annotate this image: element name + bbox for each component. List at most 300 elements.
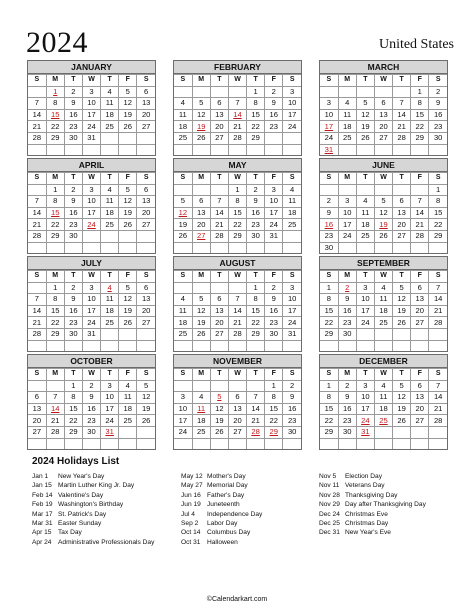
day-cell: 9 [247,196,265,208]
day-cell: 6 [28,392,46,404]
day-cell: 8 [247,294,265,306]
week-row [320,230,447,242]
day-cell: 19 [174,219,192,231]
day-cell: 11 [338,109,356,121]
day-cell: 9 [82,392,100,404]
day-cell: 31 [283,328,301,340]
day-cell: 13 [228,403,246,415]
day-cell: 26 [210,426,228,438]
day-cell: 5 [137,380,155,392]
week-row [28,340,155,351]
month-name: APRIL [28,159,155,172]
day-cell: 11 [356,207,374,219]
day-cell: 28 [429,317,447,329]
month-name: JULY [28,257,155,270]
day-cell [137,426,155,438]
day-cell: 7 [247,392,265,404]
day-cell: 31 [82,132,100,144]
day-cell: 11 [283,196,301,208]
day-cell: 6 [228,392,246,404]
day-cell: 13 [374,109,392,121]
week-row [28,415,155,427]
holiday-name: Washington's Birthday [58,501,124,509]
day-cell [356,184,374,196]
month-june [319,158,448,254]
day-cell: 17 [338,219,356,231]
day-cell: 2 [429,86,447,98]
day-cell: 3 [356,380,374,392]
weekday-header: F [411,75,429,87]
day-cell: 9 [429,98,447,110]
day-cell: 30 [320,242,338,253]
week-row [28,380,155,392]
week-row [174,392,301,404]
day-cell: 27 [210,328,228,340]
day-cell: 11 [374,392,392,404]
weekday-header: M [192,173,210,185]
day-cell: 25 [174,328,192,340]
day-cell: 10 [82,196,100,208]
week-row [28,219,155,231]
day-cell [137,230,155,242]
day-cell: 5 [393,380,411,392]
day-cell [101,438,119,449]
day-cell [228,144,246,155]
day-cell: 1 [247,86,265,98]
day-cell: 21 [247,415,265,427]
holiday-day-cell: 1 [46,86,64,98]
day-cell: 3 [174,392,192,404]
day-cell [411,184,429,196]
week-row [174,340,301,351]
day-cell [174,184,192,196]
week-row [320,219,447,231]
day-cell: 26 [192,132,210,144]
week-row [174,438,301,449]
day-cell [228,340,246,351]
day-cell: 28 [210,230,228,242]
day-cell: 27 [374,132,392,144]
day-cell: 19 [137,403,155,415]
holiday-item [32,481,154,490]
month-july [27,256,156,352]
day-cell [82,144,100,155]
holiday-name: Veterans Day [345,482,385,490]
holidays-title: 2024 Holidays List [32,456,120,467]
day-cell: 16 [338,305,356,317]
weekday-header: S [28,173,46,185]
day-cell: 18 [338,121,356,133]
day-cell [265,340,283,351]
weekday-header: S [283,271,301,283]
weekday-header: T [64,75,82,87]
day-cell: 5 [192,294,210,306]
day-cell: 28 [411,230,429,242]
day-cell [46,144,64,155]
weekday-header: F [119,173,137,185]
day-cell: 16 [64,305,82,317]
week-row [320,317,447,329]
day-cell [411,328,429,340]
week-row [174,294,301,306]
day-cell [174,144,192,155]
day-cell: 13 [137,196,155,208]
week-row [174,121,301,133]
day-cell: 9 [338,392,356,404]
week-row [320,132,447,144]
day-cell [192,184,210,196]
weekday-header: W [82,271,100,283]
day-cell [393,426,411,438]
week-row [174,132,301,144]
day-cell [374,184,392,196]
day-cell: 23 [64,121,82,133]
day-cell: 24 [338,230,356,242]
weekday-header: F [411,173,429,185]
day-cell [64,340,82,351]
holiday-date: Mar 17 [32,510,53,518]
holiday-name: New Year's Day [58,473,105,480]
day-cell [101,144,119,155]
day-cell: 8 [247,98,265,110]
day-cell: 20 [28,415,46,427]
day-cell: 21 [210,219,228,231]
day-cell: 16 [265,109,283,121]
day-cell: 8 [46,98,64,110]
day-cell [338,242,356,253]
day-cell: 7 [210,196,228,208]
week-row [320,380,447,392]
week-row [174,426,301,438]
day-cell: 29 [320,426,338,438]
day-cell: 23 [64,219,82,231]
week-row [28,196,155,208]
day-cell: 18 [374,305,392,317]
day-cell: 20 [137,109,155,121]
day-cell: 21 [393,121,411,133]
day-cell: 24 [356,317,374,329]
weekday-header: W [374,173,392,185]
day-cell: 24 [101,415,119,427]
week-row [174,317,301,329]
day-cell: 5 [119,184,137,196]
day-cell [374,426,392,438]
day-cell: 20 [137,305,155,317]
weekday-header: T [393,369,411,381]
day-cell: 2 [265,282,283,294]
holiday-date: Nov 29 [319,501,340,509]
day-cell [429,340,447,351]
week-row [28,132,155,144]
day-cell: 30 [429,132,447,144]
weekday-header: S [174,271,192,283]
day-cell: 8 [265,392,283,404]
holiday-name: Juneteenth [207,501,240,509]
day-cell [64,144,82,155]
day-cell: 1 [46,184,64,196]
day-cell: 9 [64,294,82,306]
day-cell: 21 [429,305,447,317]
day-cell: 20 [210,121,228,133]
day-cell: 12 [137,392,155,404]
week-row [174,184,301,196]
day-cell [265,438,283,449]
day-cell: 25 [374,317,392,329]
week-row [320,121,447,133]
day-cell: 16 [82,403,100,415]
day-cell: 9 [283,392,301,404]
day-cell [192,438,210,449]
day-cell: 13 [137,294,155,306]
holiday-date: Sep 2 [181,520,199,528]
day-cell: 27 [137,219,155,231]
day-cell: 12 [192,305,210,317]
weekday-header: T [393,173,411,185]
weekday-header: W [228,271,246,283]
day-cell: 12 [374,207,392,219]
day-cell: 27 [137,317,155,329]
holiday-name: Tax Day [58,529,82,537]
day-cell [28,242,46,253]
day-cell [174,86,192,98]
week-row [174,86,301,98]
day-cell [374,86,392,98]
day-cell [356,86,374,98]
day-cell: 9 [265,98,283,110]
day-cell: 8 [46,294,64,306]
holiday-item [181,538,262,547]
day-cell: 10 [82,294,100,306]
day-cell [247,144,265,155]
day-cell: 6 [210,98,228,110]
day-cell: 6 [411,380,429,392]
day-cell [28,380,46,392]
weekday-header: T [210,271,228,283]
day-cell: 23 [283,415,301,427]
holiday-item [319,472,426,481]
holiday-day-cell: 15 [46,109,64,121]
day-cell: 22 [46,317,64,329]
month-april [27,158,156,254]
day-cell: 13 [192,207,210,219]
weekday-header: S [283,75,301,87]
weekday-header: M [338,173,356,185]
day-cell: 9 [64,98,82,110]
day-cell: 12 [210,403,228,415]
day-cell: 18 [101,109,119,121]
footer-credit: ©Calendarkart.com [206,596,268,603]
day-cell [228,380,246,392]
day-cell: 29 [46,132,64,144]
day-cell: 19 [393,403,411,415]
day-cell [192,144,210,155]
day-cell: 27 [393,230,411,242]
holiday-item [181,481,262,490]
day-cell: 24 [283,121,301,133]
weekday-header: W [228,369,246,381]
day-cell: 21 [228,317,246,329]
week-row [28,403,155,415]
day-cell: 30 [64,230,82,242]
day-cell: 20 [137,207,155,219]
day-cell [101,132,119,144]
weekday-header: S [28,271,46,283]
week-row [320,86,447,98]
weekday-header: T [210,369,228,381]
holiday-item [319,528,426,537]
holiday-item [181,491,262,500]
day-cell: 8 [228,196,246,208]
day-cell: 7 [429,380,447,392]
week-row [28,317,155,329]
day-cell [338,184,356,196]
day-cell: 14 [429,294,447,306]
day-cell [393,242,411,253]
weekday-header: F [265,271,283,283]
day-cell [338,86,356,98]
weekday-header: F [411,369,429,381]
weekday-header: F [265,369,283,381]
day-cell [393,86,411,98]
day-cell: 26 [174,230,192,242]
day-cell: 28 [46,426,64,438]
day-cell: 29 [411,132,429,144]
week-row [174,380,301,392]
day-cell: 2 [283,380,301,392]
day-cell: 25 [101,121,119,133]
day-cell: 15 [64,403,82,415]
week-row [174,196,301,208]
holiday-item [32,500,154,509]
week-row [320,392,447,404]
month-name: MARCH [320,61,447,74]
day-cell: 28 [228,328,246,340]
weekday-header: S [283,173,301,185]
day-cell: 26 [119,219,137,231]
day-cell [356,438,374,449]
holiday-day-cell: 17 [320,121,338,133]
week-row [174,109,301,121]
day-cell: 1 [247,282,265,294]
holiday-item [319,491,426,500]
holiday-day-cell: 4 [101,282,119,294]
day-cell [374,328,392,340]
day-cell: 1 [429,184,447,196]
weekday-header: T [210,173,228,185]
day-cell: 29 [429,230,447,242]
day-cell: 22 [46,219,64,231]
holiday-day-cell: 24 [82,219,100,231]
weekday-header: W [82,75,100,87]
holiday-date: Dec 24 [319,510,340,518]
day-cell [192,242,210,253]
day-cell: 4 [101,184,119,196]
day-cell: 1 [46,282,64,294]
day-cell: 10 [338,207,356,219]
day-cell [137,340,155,351]
day-cell: 7 [28,196,46,208]
day-cell: 31 [82,328,100,340]
day-cell: 1 [228,184,246,196]
day-cell [46,340,64,351]
day-cell: 9 [338,294,356,306]
day-cell: 3 [265,184,283,196]
day-cell [64,242,82,253]
day-cell: 11 [101,294,119,306]
day-cell: 28 [228,132,246,144]
month-february [173,60,302,156]
day-cell: 15 [228,207,246,219]
day-cell: 4 [119,380,137,392]
day-cell: 30 [338,426,356,438]
day-cell: 5 [119,282,137,294]
day-cell: 18 [101,305,119,317]
week-row [28,86,155,98]
day-cell: 14 [228,305,246,317]
day-cell: 30 [82,426,100,438]
day-cell [137,242,155,253]
day-cell: 11 [101,98,119,110]
day-cell: 25 [338,132,356,144]
day-cell: 6 [137,184,155,196]
week-row [174,403,301,415]
day-cell: 30 [283,426,301,438]
day-cell [82,230,100,242]
day-cell: 3 [356,282,374,294]
day-cell: 20 [210,317,228,329]
day-cell: 30 [338,328,356,340]
day-cell: 2 [64,184,82,196]
day-cell [338,144,356,155]
weekday-header: S [320,173,338,185]
day-cell: 12 [192,109,210,121]
holiday-date: Mar 31 [32,520,53,528]
day-cell: 12 [356,109,374,121]
day-cell [283,340,301,351]
holiday-date: Apr 24 [32,538,52,546]
day-cell [174,340,192,351]
weekday-header: W [374,75,392,87]
holiday-name: St. Patrick's Day [58,510,107,518]
day-cell: 30 [64,328,82,340]
holiday-item [319,510,426,519]
week-row [320,144,447,155]
day-cell: 12 [393,294,411,306]
day-cell [174,438,192,449]
day-cell: 13 [411,392,429,404]
weekday-header: M [338,75,356,87]
week-row [174,328,301,340]
day-cell: 17 [174,415,192,427]
week-row [174,207,301,219]
day-cell: 7 [228,294,246,306]
holiday-name: Christmas Day [345,520,389,528]
weekday-header: S [320,75,338,87]
day-cell [393,328,411,340]
day-cell [101,328,119,340]
day-cell: 9 [64,196,82,208]
day-cell: 3 [283,282,301,294]
day-cell: 10 [265,196,283,208]
weekday-header: T [393,75,411,87]
day-cell [356,144,374,155]
day-cell: 16 [338,403,356,415]
day-cell: 25 [101,219,119,231]
day-cell: 25 [101,317,119,329]
holiday-day-cell: 2 [338,282,356,294]
day-cell: 13 [28,403,46,415]
day-cell: 22 [64,415,82,427]
